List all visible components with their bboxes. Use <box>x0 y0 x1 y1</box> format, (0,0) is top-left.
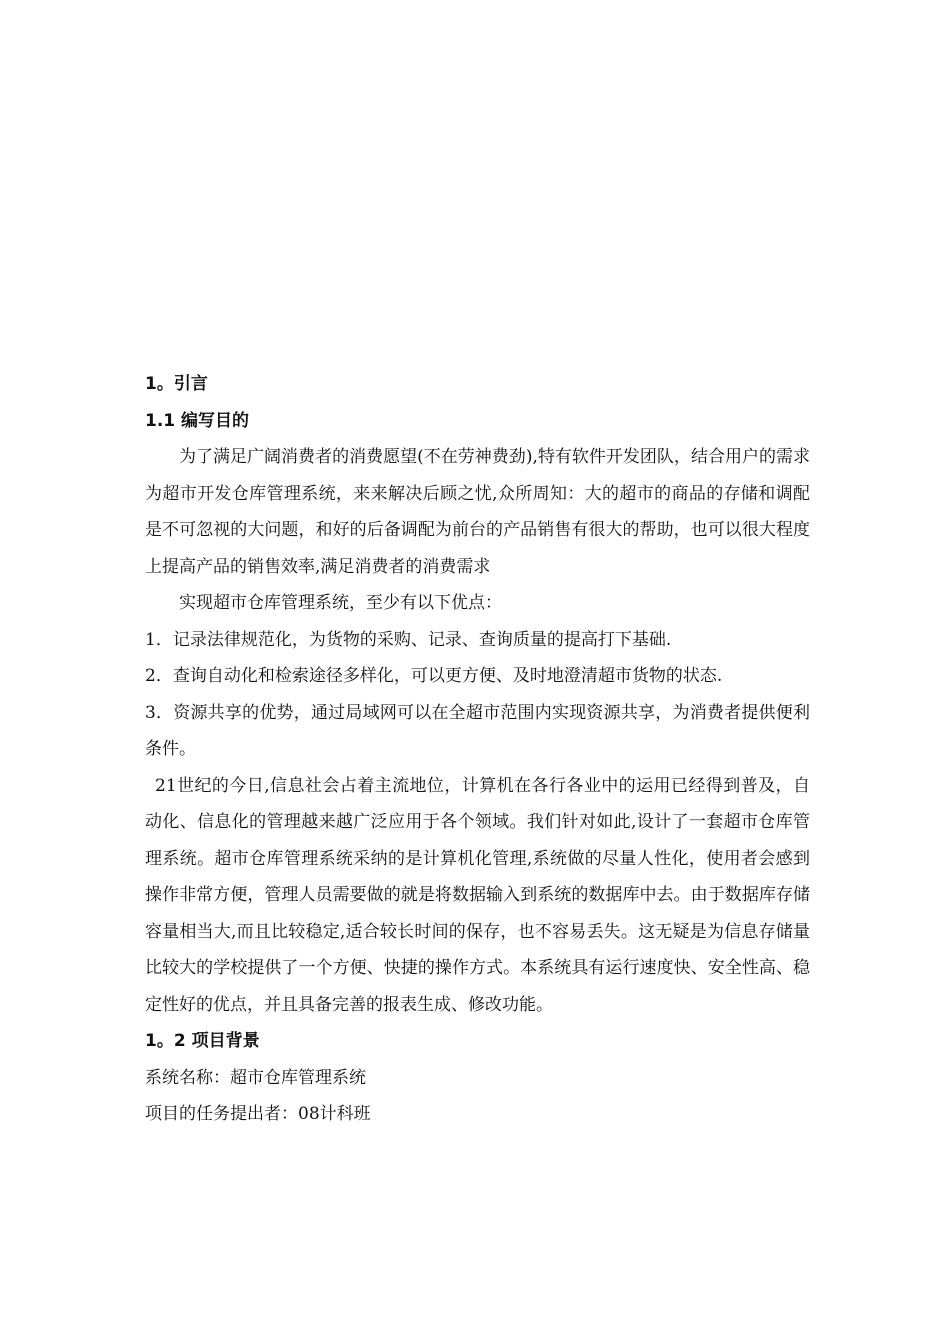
heading-project-background: 1。2 项目背景 <box>145 1031 260 1051</box>
system-name-line: 系统名称：超市仓库管理系统 <box>145 1067 366 1088</box>
heading-introduction: 1。引言 <box>145 374 208 394</box>
list-item-advantage-1: 1．记录法律规范化，为货物的采购、记录、查询质量的提高打下基础. <box>145 629 672 650</box>
task-proposer-line: 项目的任务提出者：08计科班 <box>145 1104 371 1124</box>
heading-purpose: 1.1 编写目的 <box>145 410 250 431</box>
paragraph-purpose: 为了满足广阔消费者的消费愿望(不在劳神费劲),特有软件开发团队，结合用户的需求为超市开发仓库管理系统，来来解决后顾之忧,众所周知：大的超市的商品的存储和调配是不可忽视的大问题，和好的后备调配为前台的产品销售有很大的帮助，也可以很大程度上提高产品的销售效率,满足消费者的消费需求 <box>145 447 810 577</box>
paragraph-advantages-intro: 实现超市仓库管理系统，至少有以下优点： <box>179 593 502 613</box>
document-body <box>145 366 810 1133</box>
list-item-advantage-2: 2．查询自动化和检索途径多样化，可以更方便、及时地澄清超市货物的状态. <box>145 666 723 686</box>
paragraph-background: 21世纪的今日,信息社会占着主流地位，计算机在各行各业中的运用已经得到普及，自动化、信息化的管理越来越广泛应用于各个领域。我们针对如此,设计了一套超市仓库管理系统。超市仓库管理系统采纳的是计算机化管理,系统做的尽量人性化，使用者会感到操作非常方便，管理人员需要做的就是将数据输入到系统的数据库中去。由于数据库存储容量相当大,而且比较稳定,适合较长时间的保存，也不容易丢失。这无疑是为信息存储量比较大的学校提供了一个方便、快捷的操作方式。本系统具有运行速度快、安全性高、稳定性好的优点，并且具备完善的报表生成、修改功能。 <box>145 775 810 1015</box>
list-item-advantage-3: 3．资源共享的优势，通过局域网可以在全超市范围内实现资源共享，为消费者提供便利条件。 <box>145 702 810 759</box>
